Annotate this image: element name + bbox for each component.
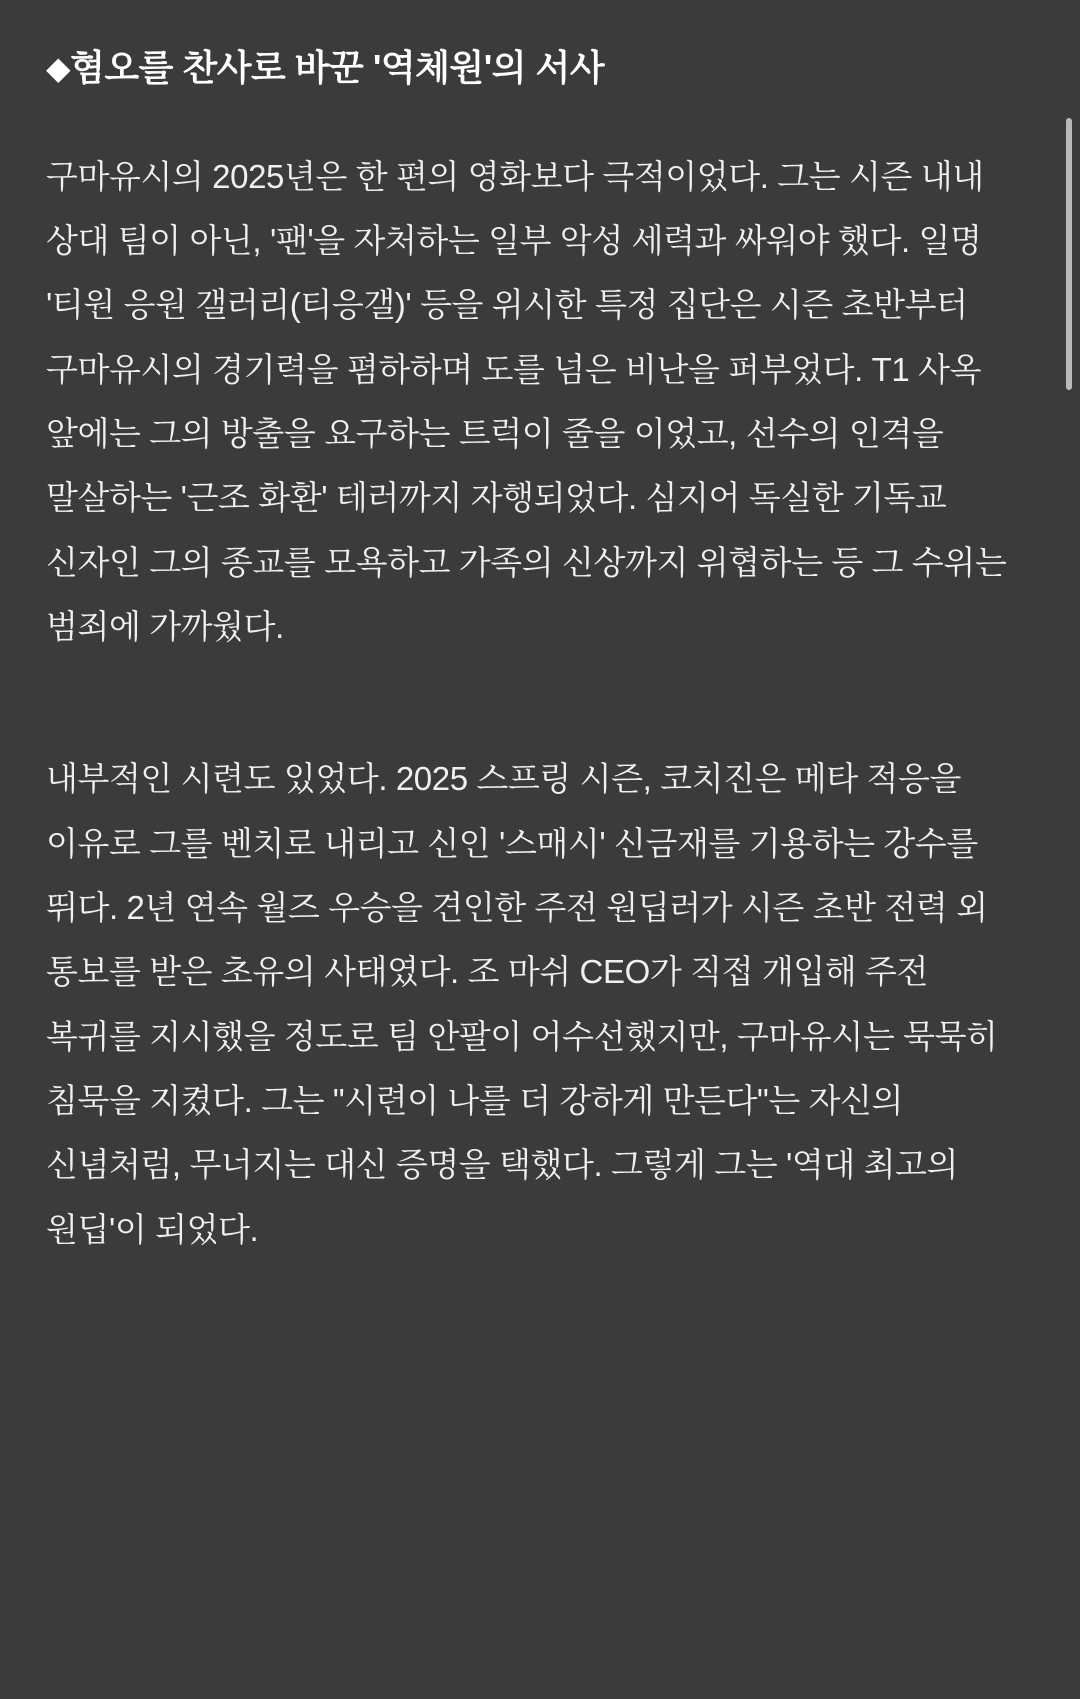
diamond-bullet-icon: ◆ [46,50,71,86]
paragraph-spacer [46,659,1028,747]
paragraph-2: 내부적인 시련도 있었다. 2025 스프링 시즌, 코치진은 메타 적응을 이유로 그를 벤치로 내리고 신인 '스매시' 신금재를 기용하는 강수를 뛰다. 2년 연속 월즈 우승을 견인한 주전 원딥러가 시즌 초반 전력 외 통보를 받은 초유의 사태였다. 조 마쉬 CEO가 직접 개입해 주전 복귀를 지시했을 정도로 팀 안팔이 어수선했지만, 구마유시는 묵묵히 침묵을 지켰다. 그는 "시련이 나를 더 강하게 만든다"는 자신의 신념처럼, 무너지는 대신 증명을 택했다. 그렇게 그는 '역대 최고의 원딥'이 되었다. [46,760,998,1248]
scrollbar-thumb[interactable] [1066,118,1072,390]
page-title-text: 혐오를 찬사로 바꾼 '역체원'의 서사 [70,47,605,88]
page-title [46,44,1028,93]
article-body [46,145,1028,1263]
paragraph-1: 구마유시의 2025년은 한 편의 영화보다 극적이었다. 그는 시즌 내내 상대 팀이 아닌, '팬'을 자처하는 일부 악성 세력과 싸워야 했다. 일명 '티원 응원 갤러리(티응갤)' 등을 위시한 특정 집단은 시즌 초반부터 구마유시의 경기력을 폄하하며 도를 넘은 비난을 퍼부었다. T1 사옥 앞에는 그의 방출을 요구하는 트럭이 줄을 이었고, 선수의 인격을 말살하는 '근조 화환' 테러까지 자행되었다. 심지어 독실한 기독교 신자인 그의 종교를 모욕하고 가족의 신상까지 위협하는 등 그 수위는 범죄에 가까웠다. [46,157,1007,645]
